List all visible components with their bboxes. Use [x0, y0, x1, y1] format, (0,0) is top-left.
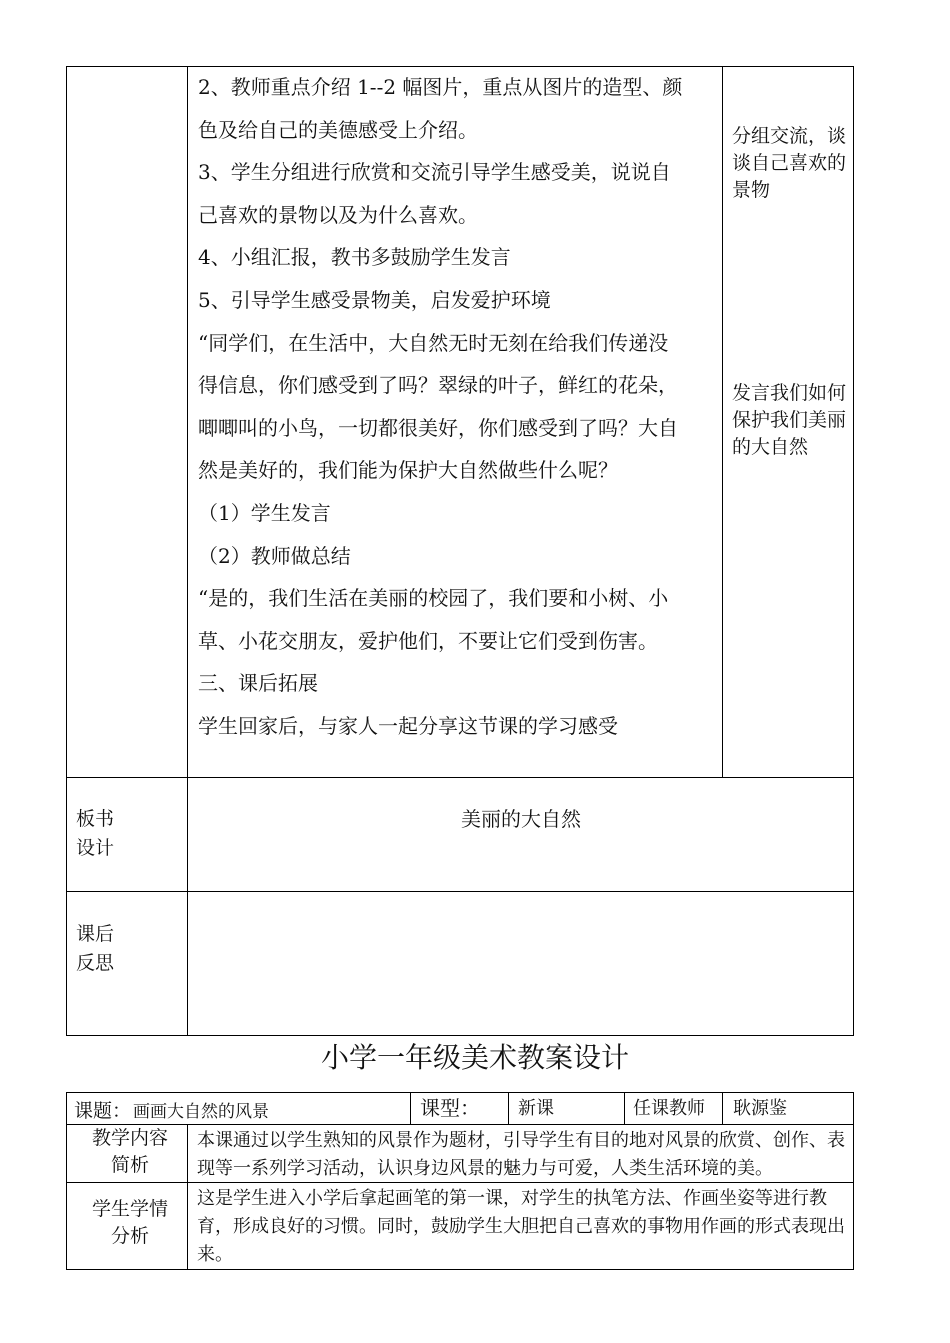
content-summary-label: 教学内容简析	[92, 1127, 169, 1176]
process-line: 学生回家后，与家人一起分享这节课的学习感受	[198, 713, 618, 738]
process-line: 三、课后拓展	[198, 671, 318, 696]
process-line: “同学们，在生活中，大自然无时无刻在给我们传递没	[198, 330, 669, 355]
teacher-value: 耿源鉴	[733, 1098, 787, 1119]
student-analysis-text: 这是学生进入小学后拿起画笔的第一课，对学生的执笔方法、作画坐姿等进行教育，形成良好的习惯。同时，鼓励学生大胆把自己喜欢的事物用作画的形式表现出来。	[197, 1188, 845, 1265]
board-design-label: 板书设计	[76, 808, 115, 859]
process-line: 4、小组汇报，教书多鼓励学生发言	[198, 245, 511, 270]
reflection-label: 课后反思	[76, 923, 115, 974]
board-design-content: 美丽的大自然	[461, 807, 581, 831]
teaching-process	[198, 66, 718, 748]
process-line: （2）教师做总结	[198, 543, 351, 568]
process-line: 己喜欢的景物以及为什么喜欢。	[198, 202, 478, 227]
student-note-1: 分组交流，谈谈自己喜欢的景物	[732, 125, 847, 201]
process-line: 唧唧叫的小鸟，一切都很美好，你们感受到了吗？大自	[198, 415, 678, 440]
info-col-divider	[187, 1124, 188, 1270]
topic-label: 课题：	[74, 1099, 132, 1122]
type-value: 新课	[518, 1098, 554, 1119]
content-summary-text: 本课通过以学生熟知的风景作为题材，引导学生有目的地对风景的欣赏、创作、表现等一系列学习活动，认识身边风景的魅力与可爱，人类生活环境的美。	[197, 1130, 845, 1179]
info-row-divider-1	[66, 1124, 854, 1125]
row-divider-board	[66, 777, 854, 778]
process-line: 2、教师重点介绍 1--2 幅图片，重点从图片的造型、颜	[198, 75, 683, 99]
process-line: 然是美好的，我们能为保护大自然做些什么呢？	[198, 458, 618, 483]
process-line: “是的，我们生活在美丽的校园了，我们要和小树、小	[198, 586, 669, 611]
topic-value: 画画大自然的风景	[133, 1101, 270, 1122]
row-divider-reflection	[66, 891, 854, 892]
info-col-type-value	[508, 1092, 509, 1124]
process-line: 5、引导学生感受景物美，启发爱护环境	[198, 287, 551, 312]
info-col-teacher-value	[722, 1092, 723, 1124]
process-line: 得信息，你们感受到了吗？翠绿的叶子，鲜红的花朵，	[198, 373, 678, 398]
process-line: 3、学生分组进行欣赏和交流引导学生感受美，说说自	[198, 160, 671, 185]
teacher-label: 任课教师	[633, 1098, 705, 1119]
info-col-type	[410, 1092, 411, 1124]
process-line: 草、小花交朋友，爱护他们，不要让它们受到伤害。	[198, 628, 658, 653]
plan-title: 小学一年级美术教案设计	[320, 1041, 629, 1074]
student-note-2: 发言我们如何保护我们美丽的大自然	[732, 382, 847, 458]
col-divider-right	[722, 66, 723, 778]
process-line: 色及给自己的美德感受上介绍。	[198, 117, 478, 142]
process-line: （1）学生发言	[198, 500, 331, 525]
student-analysis-label: 学生学情分析	[92, 1198, 169, 1247]
info-col-teacher	[624, 1092, 625, 1124]
type-label: 课型：	[420, 1096, 480, 1120]
topic-cell	[74, 1094, 269, 1124]
